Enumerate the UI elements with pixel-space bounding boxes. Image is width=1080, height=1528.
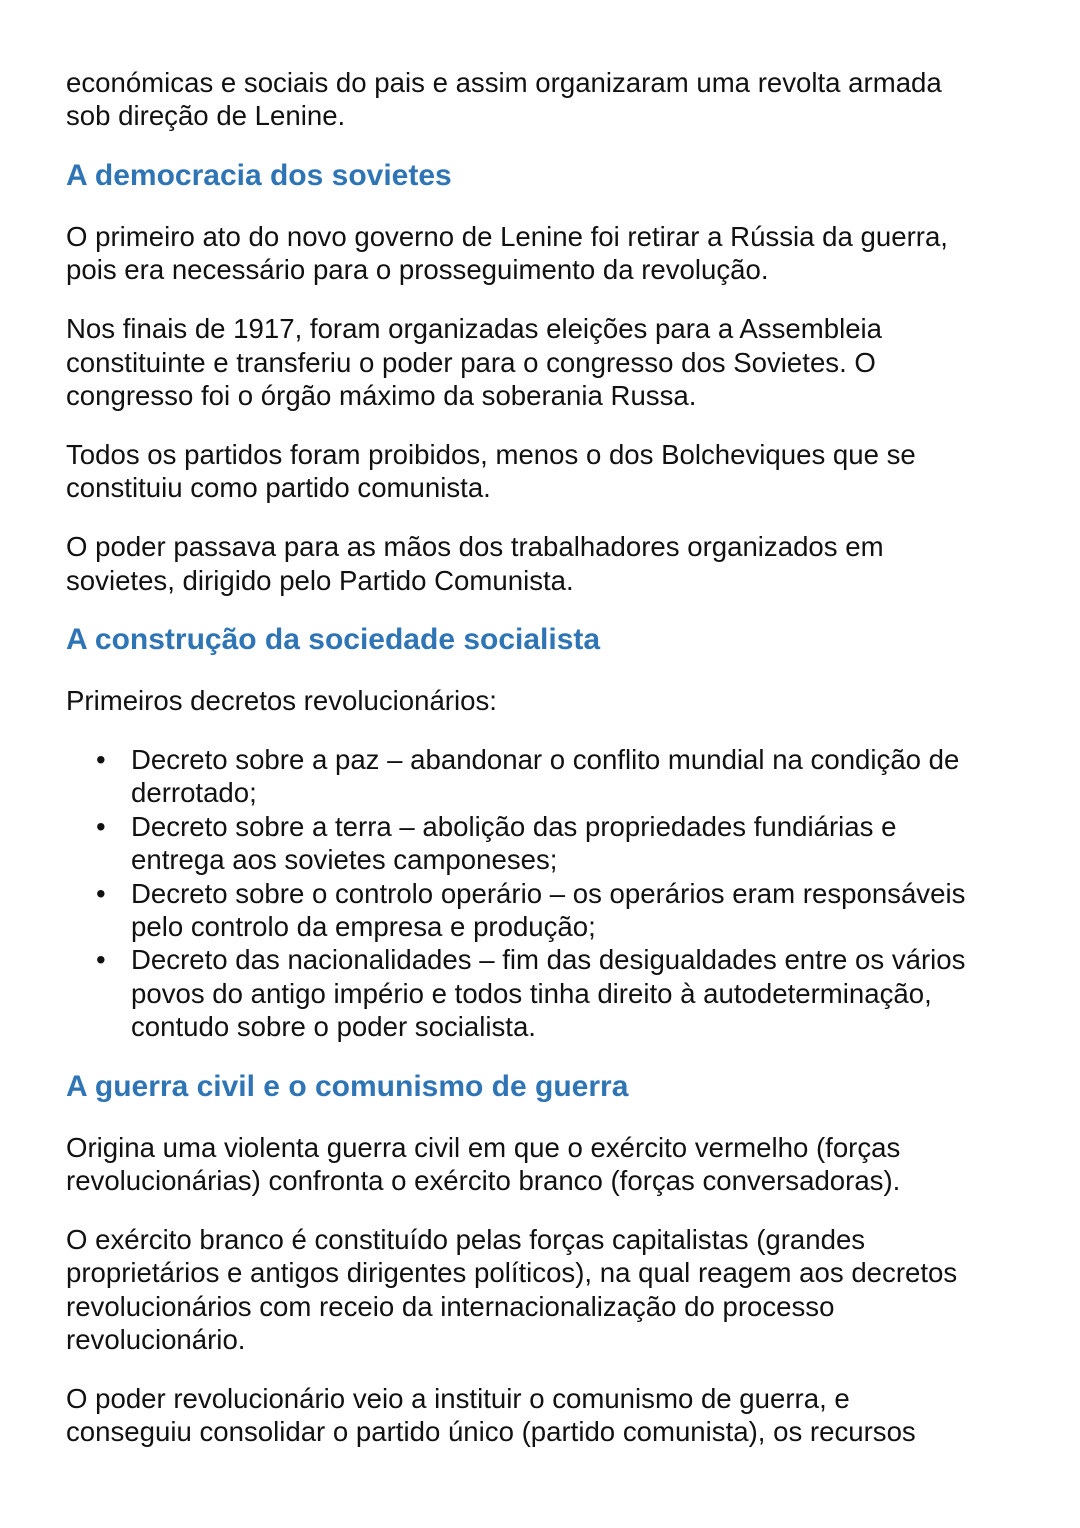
- text-line: constituiu como partido comunista.: [66, 472, 491, 504]
- bullet-icon: •: [96, 743, 106, 775]
- bullet-icon: •: [96, 944, 106, 976]
- text-line: O primeiro ato do novo governo de Lenine foi retirar a Rússia da guerra,: [66, 220, 948, 252]
- bullet-list: [66, 743, 1056, 1044]
- text-line: Decreto sobre o controlo operário – os operários eram responsáveis: [131, 877, 966, 909]
- text-line: pois era necessário para o prosseguimento da revolução.: [66, 254, 769, 286]
- paragraph: [66, 1131, 1056, 1198]
- text-line: O poder revolucionário veio a instituir o comunismo de guerra, e: [66, 1382, 850, 1414]
- text-line: povos do antigo império e todos tinha direito à autodeterminação,: [131, 977, 932, 1009]
- text-line: Primeiros decretos revolucionários:: [66, 684, 497, 716]
- list-item: [66, 877, 1056, 944]
- list-item: [66, 743, 1056, 810]
- paragraph: [66, 684, 1056, 717]
- paragraph: [66, 1382, 1056, 1449]
- text-line: Origina uma violenta guerra civil em que o exército vermelho (forças: [66, 1131, 901, 1163]
- text-line: O exército branco é constituído pelas forças capitalistas (grandes: [66, 1223, 866, 1255]
- paragraph: [66, 1223, 1056, 1357]
- paragraph: [66, 312, 1056, 412]
- text-line: constituinte e transferiu o poder para o congresso dos Sovietes. O: [66, 346, 876, 378]
- section-heading: A construção da sociedade socialista: [66, 623, 601, 657]
- paragraph: [66, 530, 1056, 597]
- text-line: revolucionários com receio da internacionalização do processo: [66, 1290, 835, 1322]
- text-line: Todos os partidos foram proibidos, menos o dos Bolcheviques que se: [66, 438, 916, 470]
- text-line: contudo sobre o poder socialista.: [131, 1011, 536, 1043]
- bullet-icon: •: [96, 810, 106, 842]
- bullet-icon: •: [96, 877, 106, 909]
- text-line: económicas e sociais do pais e assim organizaram uma revolta armada: [66, 67, 942, 98]
- section-heading: A democracia dos sovietes: [66, 159, 452, 193]
- text-line: pelo controlo da empresa e produção;: [131, 910, 596, 942]
- text-line: sovietes, dirigido pelo Partido Comunista.: [66, 564, 574, 596]
- section-heading: A guerra civil e o comunismo de guerra: [66, 1070, 629, 1104]
- text-line: Decreto sobre a paz – abandonar o conflito mundial na condição de: [131, 743, 960, 775]
- paragraph: [66, 66, 1056, 133]
- paragraph: [66, 220, 1056, 287]
- text-line: revolucionário.: [66, 1324, 246, 1356]
- text-line: Decreto sobre a terra – abolição das propriedades fundiárias e: [131, 810, 897, 842]
- text-line: O poder passava para as mãos dos trabalhadores organizados em: [66, 531, 884, 563]
- text-line: conseguiu consolidar o partido único (partido comunista), os recursos: [66, 1416, 916, 1448]
- text-line: entrega aos sovietes camponeses;: [131, 844, 558, 876]
- list-item: [66, 810, 1056, 877]
- text-line: proprietários e antigos dirigentes políticos), na qual reagem aos decretos: [66, 1257, 958, 1289]
- paragraph: [66, 438, 1056, 505]
- text-line: Decreto das nacionalidades – fim das desigualdades entre os vários: [131, 944, 966, 976]
- text-line: derrotado;: [131, 777, 257, 809]
- text-line: Nos finais de 1917, foram organizadas eleições para a Assembleia: [66, 313, 883, 345]
- text-line: sob direção de Lenine.: [66, 100, 346, 132]
- text-line: congresso foi o órgão máximo da soberania Russa.: [66, 379, 697, 411]
- list-item: [66, 943, 1056, 1043]
- text-line: revolucionárias) confronta o exército branco (forças conversadoras).: [66, 1164, 901, 1196]
